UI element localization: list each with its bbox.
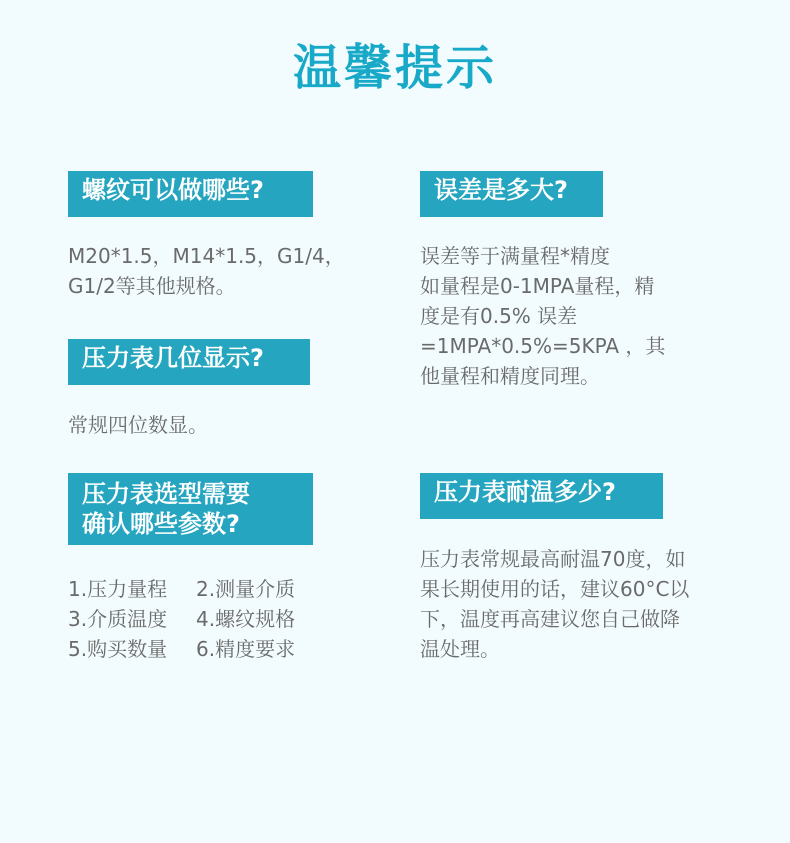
list-item: 4.螺纹规格 [196,607,296,631]
answer-thread-types: M20*1.5，M14*1.5，G1/4， G1/2等其他规格。 [68,244,345,298]
answer-temperature: 压力表常规最高耐温70度，如 果长期使用的话，建议60°C以 下，温度再高建议您自己做降 温处理。 [420,547,690,661]
page-title: 温馨提示 [292,40,497,96]
list-item: 1.压力量程 [68,577,168,601]
list-row [68,604,368,634]
list-item: 3.介质温度 [68,607,168,631]
question-heading-display-digits: 压力表几位显示? [68,339,310,385]
question-heading-line: 压力表选型需要 [82,480,250,508]
question-heading-thread-types: 螺纹可以做哪些? [68,171,313,217]
selection-params-list [68,574,368,664]
question-heading-error-range: 误差是多大? [420,171,603,217]
list-item: 6.精度要求 [196,637,296,661]
answer-error-range: 误差等于满量程*精度 如量程是0-1MPA量程，精 度是有0.5% 误差 =1MPA*0.5%=5KPA ，其 他量程和精度同理。 [420,244,666,388]
answer-display-digits: 常规四位数显。 [68,413,208,437]
question-heading-selection-params [68,473,313,545]
list-row [68,574,368,604]
list-row [68,634,368,664]
list-item: 5.购买数量 [68,637,168,661]
question-heading-line: 确认哪些参数? [82,510,240,538]
question-heading-temperature: 压力表耐温多少? [420,473,663,519]
list-item: 2.测量介质 [196,577,296,601]
